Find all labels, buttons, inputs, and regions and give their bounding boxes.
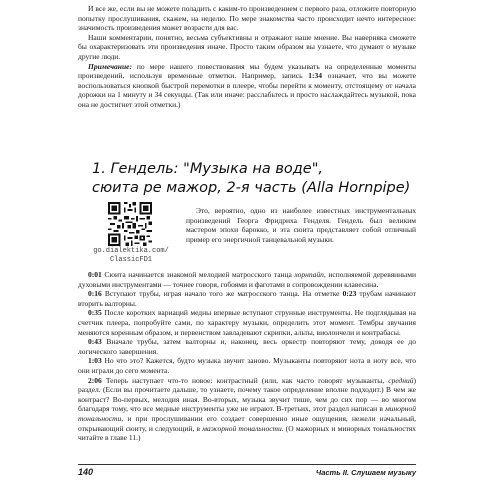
top-text-block	[78, 4, 416, 110]
time-mark: 0:23	[342, 289, 357, 299]
page-number: 140	[78, 467, 94, 477]
timeline-entry: 0:16 Вступают трубы, играя начало того же матросского танца. На отметке 0:23 трубам начинают вторить валторны.	[78, 289, 417, 308]
paragraph: Наши комментарии, понятно, весьма субъективны и отражают наше мнение. Вы наверняка сможете бы охарактеризовать эти произведения иначе. Просто таким образом вы узнаете, что думают о музыке другие люди.	[78, 32, 416, 61]
qr-code-icon	[108, 202, 152, 246]
footer-divider	[78, 464, 416, 465]
qr-caption: go.dialektika.com/ ClassicFD1	[93, 247, 169, 264]
time-mark: 0:43	[88, 337, 102, 347]
paragraph: И все же, если вы не можете поладить с каким-то произведением с первого раза, отложите повторную попытку прослушивания, скажем, на неделю. По мере знакомства часто происходит нечто интересное: значимость произведения может возрасти для вас.	[78, 4, 416, 33]
running-footer: Часть II. Слушаем музыку	[315, 468, 416, 477]
time-mark: 0:16	[88, 289, 102, 299]
intro-paragraph: Это, вероятно, одно из наиболее известных инструментальных произведений Георга Фридриха Генделя. Гендель был великим мастером эпохи барокко, и эта сюита представляет собой отличный пример его энергичной танцевальной музыки.	[186, 206, 416, 244]
section-heading: 1. Гендель: "Музыка на воде", сюита ре мажор, 2-я часть (Alla Hornpipe)	[92, 161, 411, 196]
intro-block	[186, 206, 416, 244]
time-mark: 1:34	[308, 71, 322, 81]
time-mark: 2:06	[88, 375, 102, 385]
timeline-entry: 1:03 Но что это? Кажется, будто музыка звучит заново. Музыканты повторяют нота в ноту все, что они играли до сего момента.	[78, 356, 416, 375]
note-paragraph: Примечание: по мере нашего повествования мы будем указывать на определенные моменты произведений, используя временные отметки. Например, запись 1:34 означает, что вы можете воспользоваться кнопкой быстрой перемотки в плеере, чтобы перейти к моменту, отстоящему от начала дорожки на 1 минуту и 34 секунды. (Так или иначе: расслабьтесь и просто наслаждайтесь музыкой, пока она не достигнет этой отметки.)	[78, 61, 417, 109]
note-label: Примечание:	[88, 61, 132, 71]
timeline-entry: 0:43 Вначале трубы, затем валторны и, наконец, весь оркестр повторяют тему, доводя ее до логического завершения.	[78, 337, 416, 356]
timeline-entry: 2:06 Теперь наступает что-то новое: контрастный (или, как часто говорят музыканты, средний) раздел. (Если вы прочитаете дальше, то узнаете, почему такое определение вполне подходит.) В чем же контраст? Во-первых, мелодия иная. Во-вторых, музыка звучит тише, чем до сих пор — во многом благодаря тому, что все медные инструменты уже не играют. В-третьих, этот раздел написан в минорной тональности, и при прослушивании его создает совершенно иные ощущения, нежели начальный, открывающий сюиту, и следующий, в мажорной тональности. (О мажорных и минорных тональностях читайте в главе 11.)	[78, 375, 416, 443]
timeline-block	[78, 270, 416, 443]
time-mark: 1:03	[88, 356, 102, 366]
timeline-entry: 0:01 Сюита начинается знакомой мелодией матросского танца хорнпайп, исполняемой деревянными духовыми инструментами — точнее говоря, гобоями и фаготами в сопровождении клавесина.	[78, 270, 416, 289]
timeline-entry: 0:35 После коротких вариаций медны впервые вступают струнные инструменты. Не подглядывая на счетчик плеера, попробуйте сами, по характеру музыки, определить этот момент. Тембры звучания меняются коренным образом, и первенством завладевают скрипки, альты, виолончели и контрабасы.	[78, 308, 416, 337]
time-mark: 0:35	[88, 308, 102, 318]
time-mark: 0:01	[88, 270, 102, 279]
